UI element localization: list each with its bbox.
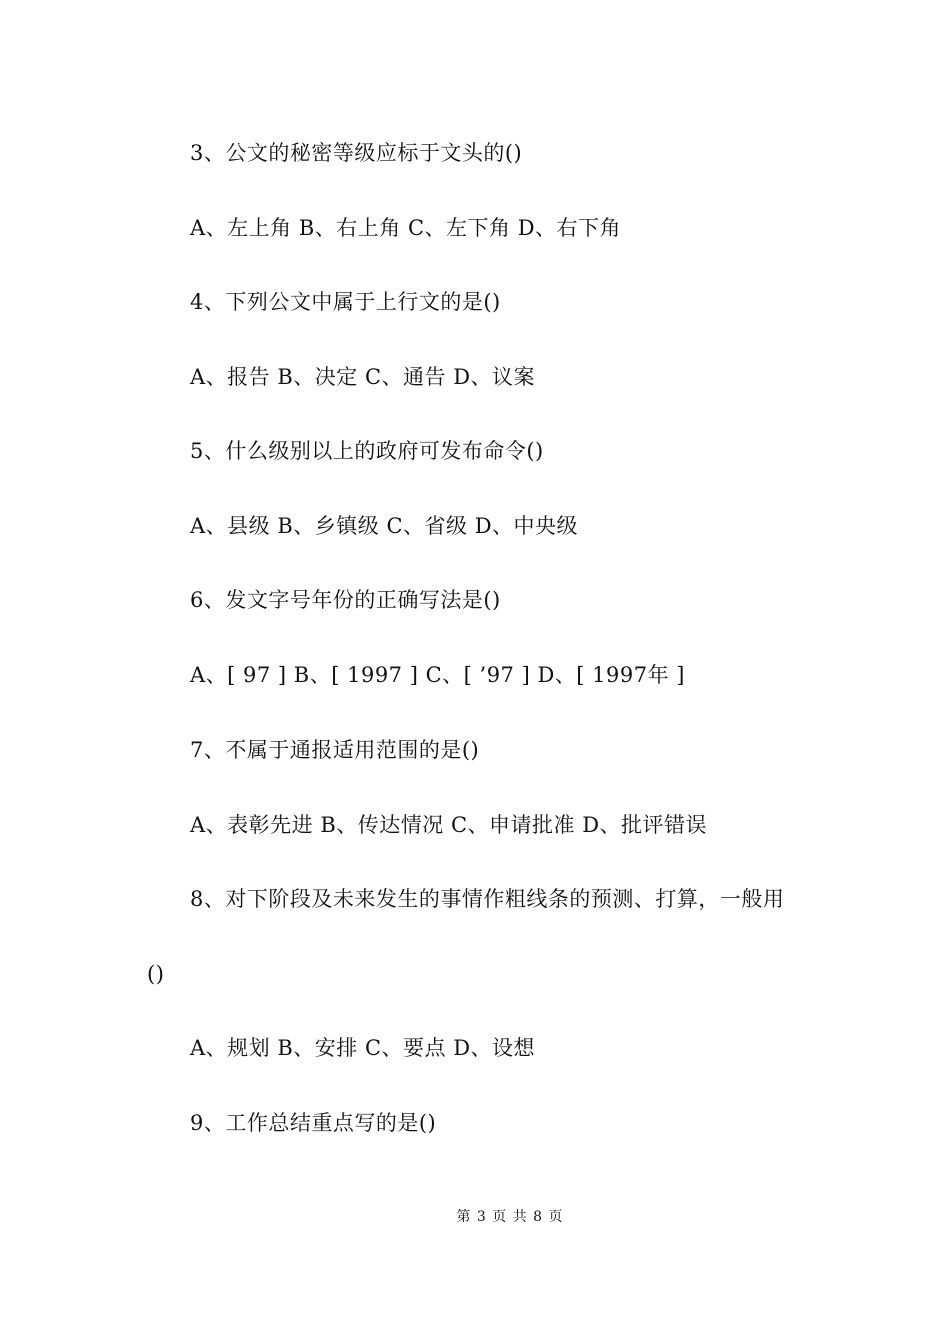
question-3: 3、公文的秘密等级应标于文头的() — [190, 141, 523, 165]
question-8: 8、对下阶段及未来发生的事情作粗线条的预测、打算，一般用 — [190, 887, 785, 911]
question-3-options: A、左上角 B、右上角 C、左下角 D、右下角 — [190, 216, 622, 240]
question-4-options: A、报告 B、决定 C、通告 D、议案 — [190, 365, 536, 389]
question-9: 9、工作总结重点写的是() — [190, 1111, 437, 1135]
question-5: 5、什么级别以上的政府可发布命令() — [190, 439, 544, 463]
question-8-continuation: () — [147, 962, 165, 986]
page-footer: 第 3 页 共 8 页 — [456, 1209, 564, 1225]
question-5-options: A、县级 B、乡镇级 C、省级 D、中央级 — [190, 514, 579, 538]
question-6-options: A、[ 97 ] B、[ 1997 ] C、[ ’97 ] D、[ 1997年 ] — [190, 663, 685, 687]
question-4: 4、下列公文中属于上行文的是() — [190, 290, 501, 314]
question-7-options: A、表彰先进 B、传达情况 C、申请批准 D、批评错误 — [190, 813, 708, 837]
question-7: 7、不属于通报适用范围的是() — [190, 738, 480, 762]
question-6: 6、发文字号年份的正确写法是() — [190, 588, 501, 612]
question-8-options: A、规划 B、安排 C、要点 D、设想 — [190, 1036, 536, 1060]
